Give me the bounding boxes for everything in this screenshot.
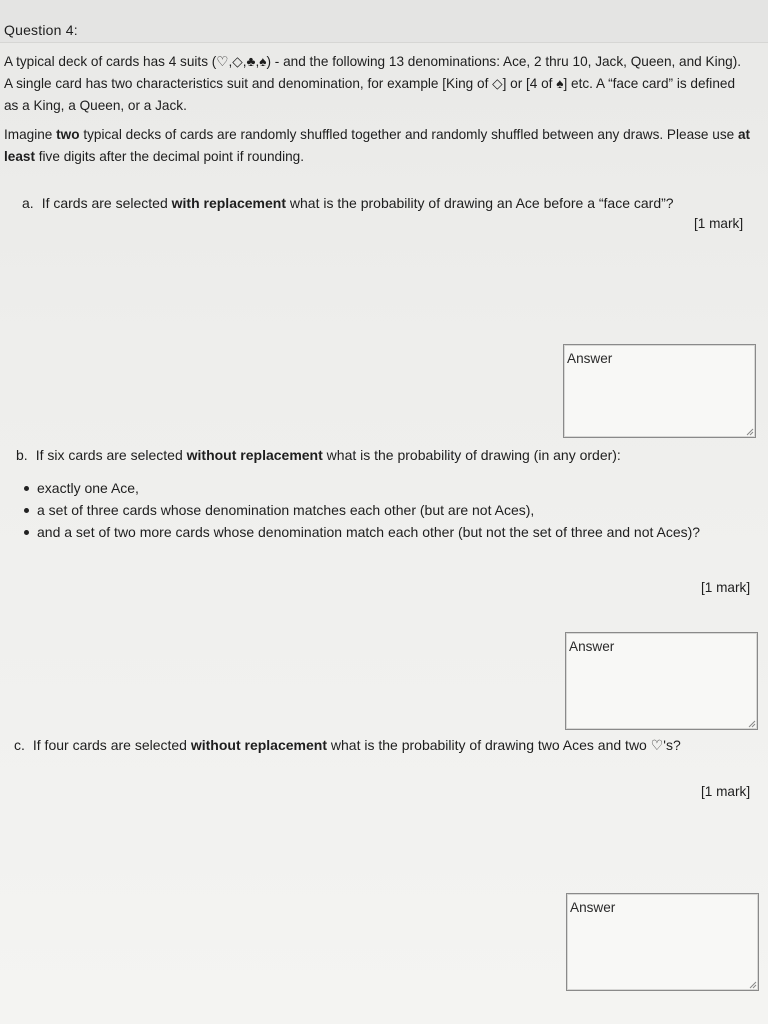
instructions-emphasis: at least <box>4 127 751 164</box>
part-a-text: If cards are selected <box>41 195 172 211</box>
question-intro <box>4 51 749 117</box>
part-b-letter: b. <box>16 447 28 463</box>
bullet-icon <box>24 530 29 535</box>
spade-suit-icon: ♠ <box>259 54 267 69</box>
list-item <box>22 477 752 499</box>
list-item-text: a set of three cards whose denomination matches each other (but are not Aces), <box>37 502 535 518</box>
part-c-letter: c. <box>14 737 25 753</box>
intro-separator: , <box>228 54 233 69</box>
part-a-mark: [1 mark] <box>694 216 744 231</box>
list-item-text: exactly one Ace, <box>37 480 139 496</box>
question-instructions <box>4 124 754 168</box>
part-b-emphasis: without replacement <box>186 447 323 463</box>
answer-placeholder: Answer <box>569 639 615 654</box>
resize-handle-icon[interactable] <box>745 427 754 436</box>
part-c-emphasis: without replacement <box>190 737 327 753</box>
part-c-answer-field[interactable] <box>566 893 759 991</box>
intro-text: ) - and the following 13 denominations: Ace, 2 thru 10, Jack, Queen, and King). A single card has two characteristics suit and denomination, for example [King of <box>4 54 742 91</box>
part-c-mark: [1 mark] <box>701 784 751 799</box>
intro-text: ] etc. A “face card” is defined as a King, a Queen, or a Jack. <box>4 76 736 113</box>
intro-separator: , <box>255 54 260 69</box>
answer-placeholder: Answer <box>567 351 613 366</box>
part-c-text: what is the probability of drawing two Aces and two <box>327 737 651 753</box>
intro-text: ] or [4 of <box>502 76 557 91</box>
resize-handle-icon[interactable] <box>748 980 757 989</box>
question-title: Question 4: <box>4 22 78 38</box>
intro-text: A typical deck of cards has 4 suits ( <box>4 54 217 69</box>
part-b-conditions-list <box>22 477 752 543</box>
part-a-text: what is the probability of drawing an Ace before a “face card”? <box>286 195 674 211</box>
bullet-icon <box>24 508 29 513</box>
list-item <box>22 499 752 521</box>
instructions-text: Imagine <box>4 127 57 142</box>
answer-placeholder: Answer <box>570 900 616 915</box>
instructions-text: typical decks of cards are randomly shuffled together and randomly shuffled between any draws. Please use <box>79 127 738 142</box>
question-header <box>0 0 768 43</box>
list-item <box>22 521 752 543</box>
instructions-text: five digits after the decimal point if rounding. <box>34 149 304 164</box>
part-b-mark: [1 mark] <box>701 580 751 595</box>
diamond-suit-icon: ◇ <box>492 76 503 91</box>
instructions-emphasis: two <box>56 127 80 142</box>
spade-suit-icon: ♠ <box>556 76 564 91</box>
part-c-text: If four cards are selected <box>32 737 191 753</box>
part-a-emphasis: with replacement <box>171 195 287 211</box>
part-b-question <box>16 444 756 466</box>
part-c-question <box>14 734 749 756</box>
intro-separator: , <box>242 54 247 69</box>
part-b-text: what is the probability of drawing (in any order): <box>322 447 621 463</box>
heart-suit-icon: ♡ <box>216 54 229 69</box>
diamond-suit-icon: ◇ <box>232 54 243 69</box>
list-item-text: and a set of two more cards whose denomination match each other (but not the set of three and not Aces)? <box>37 524 701 540</box>
part-b-text: If six cards are selected <box>35 447 187 463</box>
resize-handle-icon[interactable] <box>747 719 756 728</box>
part-c-text: 's? <box>663 737 681 753</box>
part-a-answer-field[interactable] <box>563 344 756 438</box>
heart-suit-icon: ♡ <box>650 737 664 753</box>
bullet-icon <box>24 486 29 491</box>
part-a-question <box>22 192 752 214</box>
part-b-answer-field[interactable] <box>565 632 758 730</box>
club-suit-icon: ♣ <box>246 54 256 69</box>
part-a-letter: a. <box>22 195 34 211</box>
